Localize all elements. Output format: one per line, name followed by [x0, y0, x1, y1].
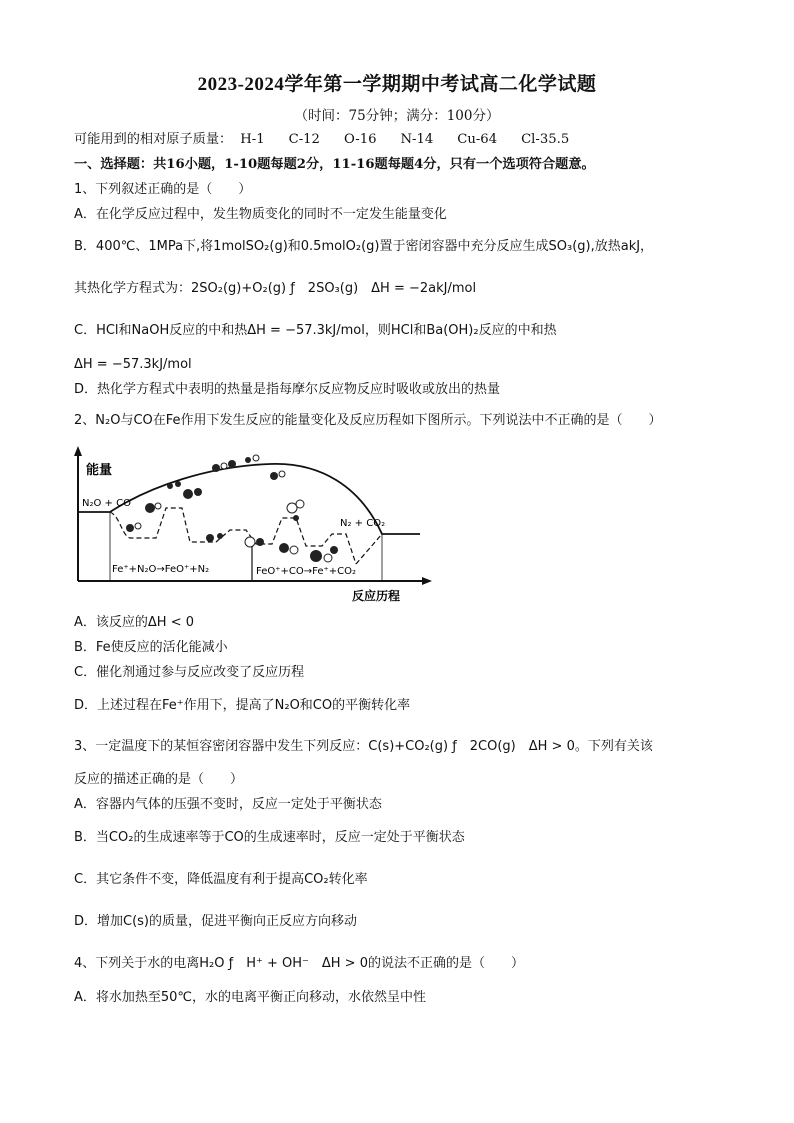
- mass-item: O-16: [343, 132, 377, 147]
- mass-item: Cu-64: [457, 132, 498, 147]
- q1-option-b-equation: 其热化学方程式为：2SO₂(g)+O₂(g) ƒ 2SO₃(g) ΔH = −2akJ/mol: [74, 281, 477, 296]
- q1-stem: 1、下列叙述正确的是（ ）: [74, 182, 252, 197]
- page-title: 2023-2024学年第一学期期中考试高二化学试题: [197, 74, 597, 95]
- q3-option-a: A．容器内气体的压强不变时，反应一定处于平衡状态: [74, 797, 382, 812]
- section-heading: 一、选择题：共16小题，1-10题每题2分，11-16题每题4分，只有一个选项符合题意。: [74, 157, 595, 172]
- q1-option-c-value: ΔH = −57.3kJ/mol: [74, 357, 192, 372]
- masses-label: 可能用到的相对原子质量：: [74, 132, 233, 147]
- q3-option-b: B．当CO₂的生成速率等于CO的生成速率时，反应一定处于平衡状态: [74, 830, 465, 845]
- q1-option-b: B．400℃、1MPa下,将1molSO₂(g)和0.5molO₂(g)置于密闭容器中充分反应生成SO₃(g),放热akJ，: [74, 239, 654, 254]
- q1-option-a: A．在化学反应过程中，发生物质变化的同时不一定发生能量变化: [74, 207, 447, 222]
- q3-stem: 3、一定温度下的某恒容密闭容器中发生下列反应：C(s)+CO₂(g) ƒ 2CO(g) ΔH > 0。下列有关该: [74, 739, 653, 754]
- q2-option-c: C．催化剂通过参与反应改变了反应历程: [74, 665, 305, 680]
- energy-diagram: [70, 446, 440, 606]
- q1-option-c: C．HCl和NaOH反应的中和热ΔH = −57.3kJ/mol，则HCl和Ba(OH)₂反应的中和热: [74, 323, 557, 338]
- q4-option-a: A．将水加热至50℃，水的电离平衡正向移动，水依然呈中性: [74, 990, 427, 1005]
- q1-option-d: D．热化学方程式中表明的热量是指每摩尔反应物反应时吸收或放出的热量: [74, 382, 501, 397]
- atomic-masses: [74, 131, 593, 149]
- mass-item: C-12: [288, 132, 320, 147]
- q2-stem: 2、N₂O与CO在Fe作用下发生反应的能量变化及反应历程如下图所示。下列说法中不正确的是（ ）: [74, 413, 662, 428]
- q2-option-a: A．该反应的ΔH < 0: [74, 615, 194, 630]
- q3-option-c: C．其它条件不变，降低温度有利于提高CO₂转化率: [74, 872, 368, 887]
- diagram-right-label: N₂ + CO₂: [340, 518, 386, 529]
- q2-option-d: D．上述过程在Fe⁺作用下，提高了N₂O和CO的平衡转化率: [74, 698, 411, 713]
- diagram-step2-label: FeO⁺+CO→Fe⁺+CO₂: [256, 566, 356, 577]
- diagram-step1-label: Fe⁺+N₂O→FeO⁺+N₂: [112, 564, 210, 575]
- mass-item: N-14: [400, 132, 434, 147]
- q3-stem-cont: 反应的描述正确的是（ ）: [74, 772, 244, 787]
- q2-option-b: B．Fe使反应的活化能减小: [74, 640, 228, 655]
- diagram-ylabel: 能量: [86, 463, 113, 478]
- q4-stem: 4、下列关于水的电离H₂O ƒ H⁺ + OH⁻ ΔH > 0的说法不正确的是（ ）: [74, 956, 524, 971]
- q3-option-d: D．增加C(s)的质量，促进平衡向正反应方向移动: [74, 914, 358, 929]
- mass-item: H-1: [240, 132, 265, 147]
- exam-time-info: （时间：75分钟；满分：100分）: [294, 108, 500, 124]
- diagram-xlabel: 反应历程: [352, 589, 401, 603]
- diagram-left-label: N₂O + CO: [82, 498, 131, 509]
- mass-item: Cl-35.5: [521, 132, 570, 147]
